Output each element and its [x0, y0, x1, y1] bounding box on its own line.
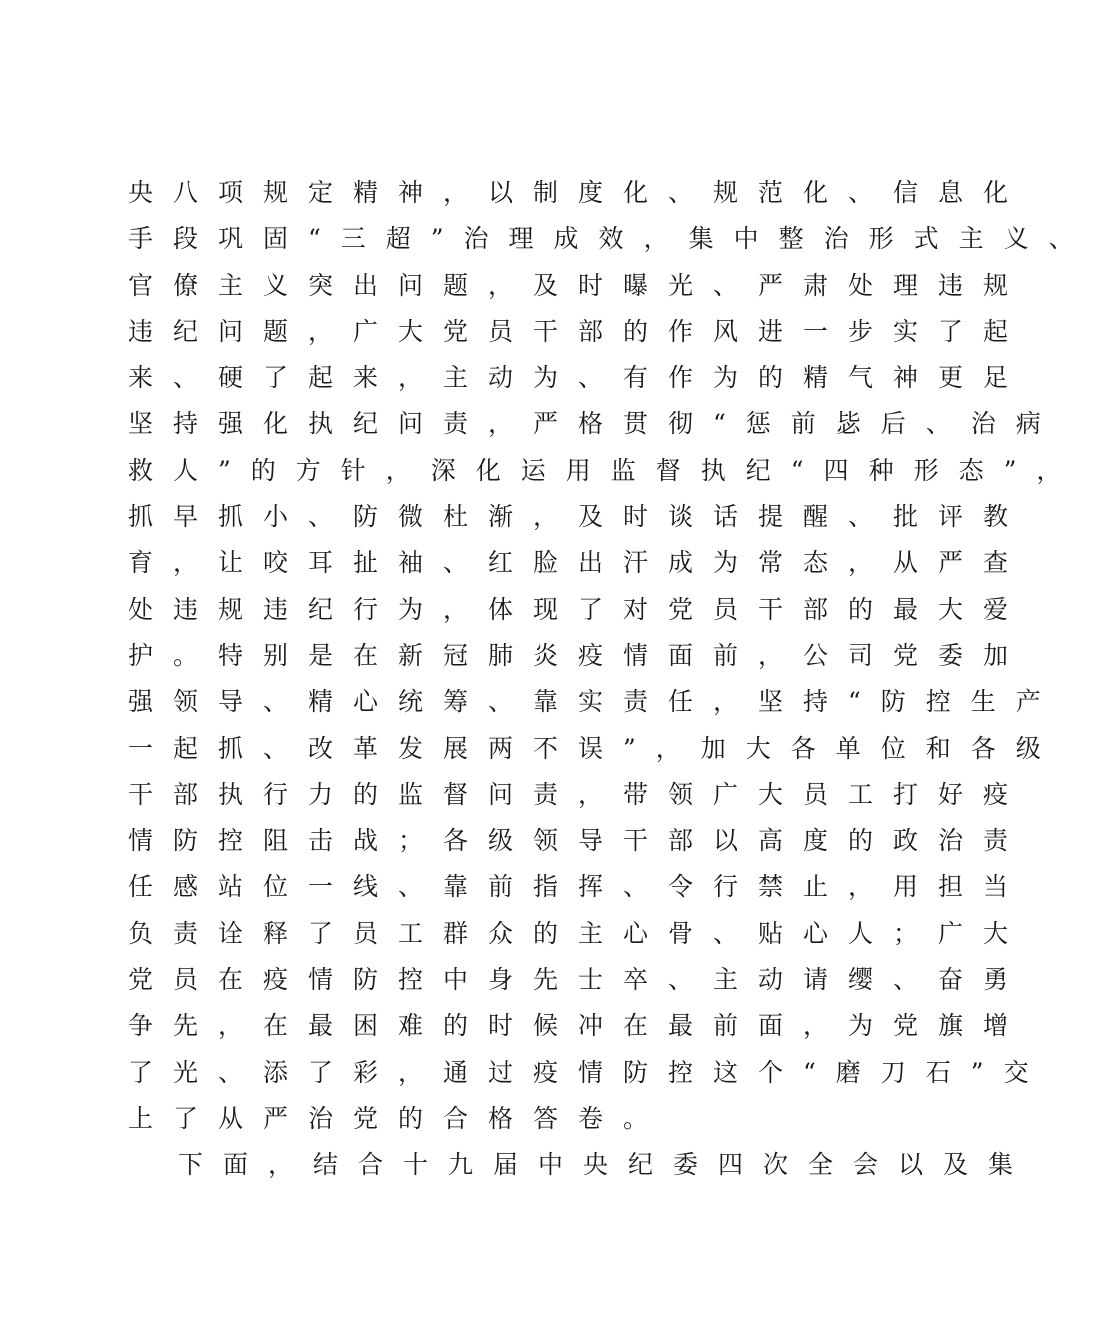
- text-line: 上了从严治党的合格答卷。: [128, 1103, 669, 1133]
- text-line: 一起抓、改革发展两不误”，加大各单位和各级: [128, 733, 1061, 763]
- text-line: 党员在疫情防控中身先士卒、主动请缨、奋勇: [128, 965, 1029, 995]
- text-line: 争先，在最困难的时候冲在最前面，为党旗增: [128, 1011, 1029, 1041]
- text-line: 任感站位一线、靠前指挥、令行禁止，用担当: [128, 872, 1029, 902]
- text-line: 强领导、精心统筹、靠实责任，坚持“防控生产: [128, 687, 1061, 717]
- paragraph-start-line: 下面，结合十九届中央纪委四次全会以及集: [178, 1150, 1034, 1180]
- text-line: 救人”的方针，深化运用监督执纪“四种形态”，: [128, 455, 1082, 485]
- text-line: 坚持强化执纪问责，严格贯彻“惩前毖后、治病: [128, 409, 1061, 439]
- text-line: 干部执行力的监督问责，带领广大员工打好疫: [128, 779, 1029, 809]
- text-line: 违纪问题，广大党员干部的作风进一步实了起: [128, 316, 1029, 346]
- text-line: 央八项规定精神，以制度化、规范化、信息化: [128, 178, 1029, 207]
- text-line: 护。特别是在新冠肺炎疫情面前，公司党委加: [128, 640, 1029, 670]
- text-line: 抓早抓小、防微杜渐，及时谈话提醒、批评教: [128, 502, 1029, 532]
- text-line: 了光、添了彩，通过疫情防控这个“磨刀石”交: [128, 1057, 1049, 1087]
- text-line: 处违规违纪行为，体现了对党员干部的最大爱: [128, 594, 1029, 624]
- text-line: 手段巩固“三超”治理成效，集中整治形式主义、: [128, 224, 1094, 254]
- body-text: [128, 170, 1094, 1189]
- text-line: 负责诠释了员工群众的主心骨、贴心人；广大: [128, 918, 1029, 948]
- text-line: 来、硬了起来，主动为、有作为的精气神更足: [128, 363, 1029, 393]
- text-line: 情防控阻击战；各级领导干部以高度的政治责: [128, 826, 1029, 856]
- text-line: 育，让咬耳扯袖、红脸出汗成为常态，从严查: [128, 548, 1029, 578]
- text-line: 官僚主义突出问题，及时曝光、严肃处理违规: [128, 270, 1029, 300]
